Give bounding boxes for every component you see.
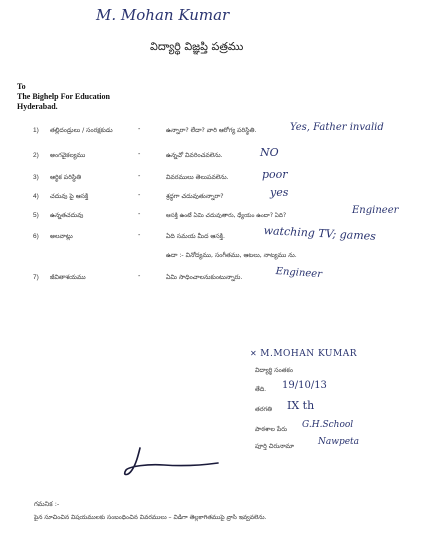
q5-question: ఆసక్తి ఉంటే ఏమి చదువుతారు, ధ్యేయం ఉందా? ఏది? [166,213,287,219]
address-city: Hyderabad. [17,102,58,111]
q4-number: 4) [33,193,39,200]
form-title: విద్యార్థి విజ్ఞప్తి పత్రము [150,40,244,53]
address-org: The Bighelp For Education [17,92,110,101]
footer-name-text: M.MOHAN KUMAR [260,349,357,359]
signature-scribble [118,440,228,480]
date-value: 19/10/13 [282,380,327,391]
q4-question: శ్రద్ధగా చదువుతున్నారా? [166,193,224,200]
q3-answer: poor [262,168,288,181]
q3-number: 3) [33,174,39,181]
address-value: Nawpeta [318,437,360,447]
note-heading: గమనిక :- [34,500,60,508]
q6-examples: ఉదా :- వినోద్యము, సంగీతము, ఆటలు, నాట్యము ను. [166,252,297,259]
q3-field: ఆర్థిక పరిస్థితి [50,174,82,181]
q3-dash: - [138,173,141,180]
school-value: G.H.School [302,420,354,430]
q2-question: ఉన్నచో వివరించవలెను. [166,152,223,159]
q1-answer: Yes, Father invalid [290,122,384,133]
q6-question: ఏది సమయ మీద ఆసక్తి. [166,233,225,240]
q4-answer: yes [270,186,289,199]
q5-dash: - [138,211,141,218]
date-label: తేది. [255,386,267,393]
q6-field: అలవాట్లు [50,233,73,240]
q7-question: ఏమి సాధించాలనుకుంటున్నారు. [166,274,243,281]
address-to: To [17,82,26,91]
address-label: పూర్తి చిరునామా [255,443,295,450]
class-label: తరగతి [255,406,272,413]
q5-answer: Engineer [352,205,399,216]
q7-answer: Engineer [275,266,323,281]
q5-field: ఉన్నతచదువు [50,212,84,219]
class-value: IX th [287,399,315,412]
q3-question: వివరములు తెలుపవలెను. [166,174,229,181]
q2-dash: - [138,151,141,158]
school-label: పాఠశాల పేరు [255,426,288,433]
student-name-handwritten: M. Mohan Kumar [96,6,230,24]
q4-dash: - [138,192,141,199]
q1-dash: - [138,126,141,133]
student-signature-label: విద్యార్థి సంతకం [255,367,293,374]
q2-answer: NO [260,146,279,159]
q6-answer: watching TV; games [263,224,377,243]
q2-number: 2) [33,152,39,159]
note-text: పైన సూచించిన విషయములకు సంబంధించిన వివరములు – విడిగా తెల్లకాగితముపై వ్రాసి ఇవ్వవలెను. [34,514,267,521]
q7-number: 7) [33,274,39,281]
footer-name-handwritten: ✕ M.MOHAN KUMAR [250,349,357,359]
q1-field: తల్లిదండ్రులు / సంరక్షకుడు [50,127,113,134]
q2-field: అంగవైకల్యము [50,152,86,159]
q1-question: ఉన్నారా? లేదా? వారి ఆరోగ్య పరిస్థితి. [166,127,257,134]
q5-number: 5) [33,212,39,219]
q7-field: జీవితాశయము [50,274,86,281]
q7-dash: - [138,273,141,280]
q6-number: 6) [33,233,39,240]
address-block [17,82,110,112]
q6-dash: - [138,232,141,239]
q4-field: చదువు పై ఆసక్తి [50,193,89,200]
q1-number: 1) [33,127,39,134]
